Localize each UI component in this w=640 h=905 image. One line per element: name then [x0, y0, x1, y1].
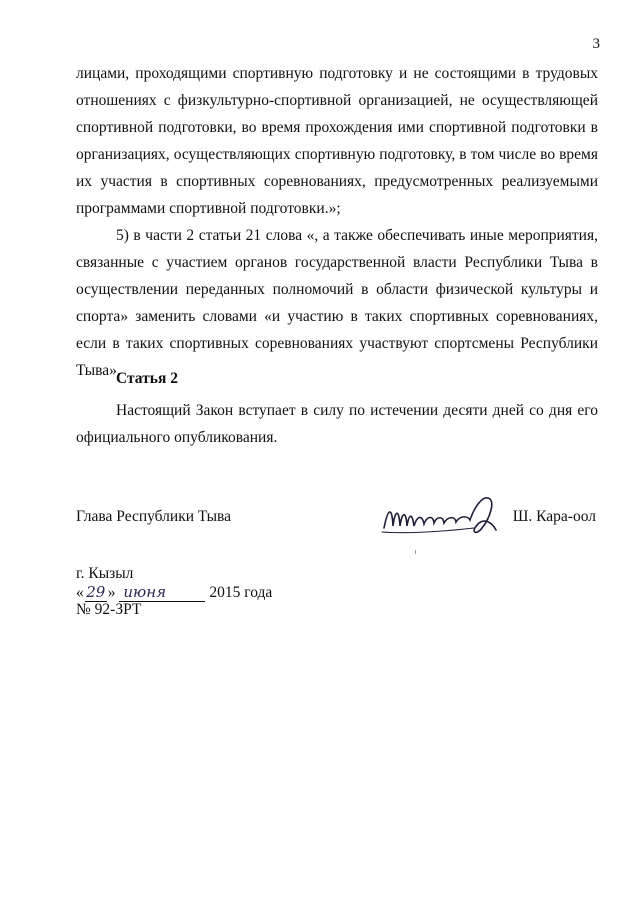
date-year: 2015 года	[209, 584, 273, 601]
handwritten-signature	[378, 488, 503, 544]
item-5-paragraph: 5) в части 2 статьи 21 слова «, а также обеспечивать иные мероприятия, связанные с участием органов государственной власти Республики Тыва в осуществлении переданных полномочий в области физической культуры и спорта» заменить словами «и участию в таких спортивных соревнованиях, если в таких спортивных соревнованиях участвуют спортсмены Республики Тыва».	[76, 227, 598, 379]
article-2-body	[76, 397, 598, 451]
body-text	[76, 60, 598, 384]
article-2-paragraph: Настоящий Закон вступает в силу по истечении десяти дней со дня его официального опубликования.	[76, 402, 598, 446]
stray-mark	[415, 550, 416, 554]
city-line	[76, 565, 272, 583]
city: г. Кызыл	[76, 565, 134, 582]
date-line	[76, 583, 272, 601]
document-footer	[76, 565, 272, 619]
date-month: июня	[119, 583, 205, 602]
article-2-heading: Статья 2	[116, 370, 178, 387]
continuation-paragraph: лицами, проходящими спортивную подготовку и не состоящими в трудовых отношениях с физкультурно-спортивной организацией, не осуществляющей спортивной подготовки, во время прохождения ими спортивной подготовки в организациях, осуществляющих спортивную подготовку, в том числе во время их участия в спортивных соревнованиях, предусмотренных реализуемыми программами спортивной подготовки.»;	[76, 65, 598, 217]
signature-block	[76, 508, 598, 538]
signatory-name: Ш. Кара-оол	[512, 508, 596, 525]
date-day: 29	[86, 583, 106, 601]
page-number: 3	[592, 36, 600, 52]
signatory-title: Глава Республики Тыва	[76, 508, 232, 525]
date-open-quote: «	[76, 584, 84, 601]
law-number-line	[76, 601, 272, 619]
law-number: № 92-ЗРТ	[76, 601, 142, 618]
date-close-quote: »	[107, 584, 116, 601]
